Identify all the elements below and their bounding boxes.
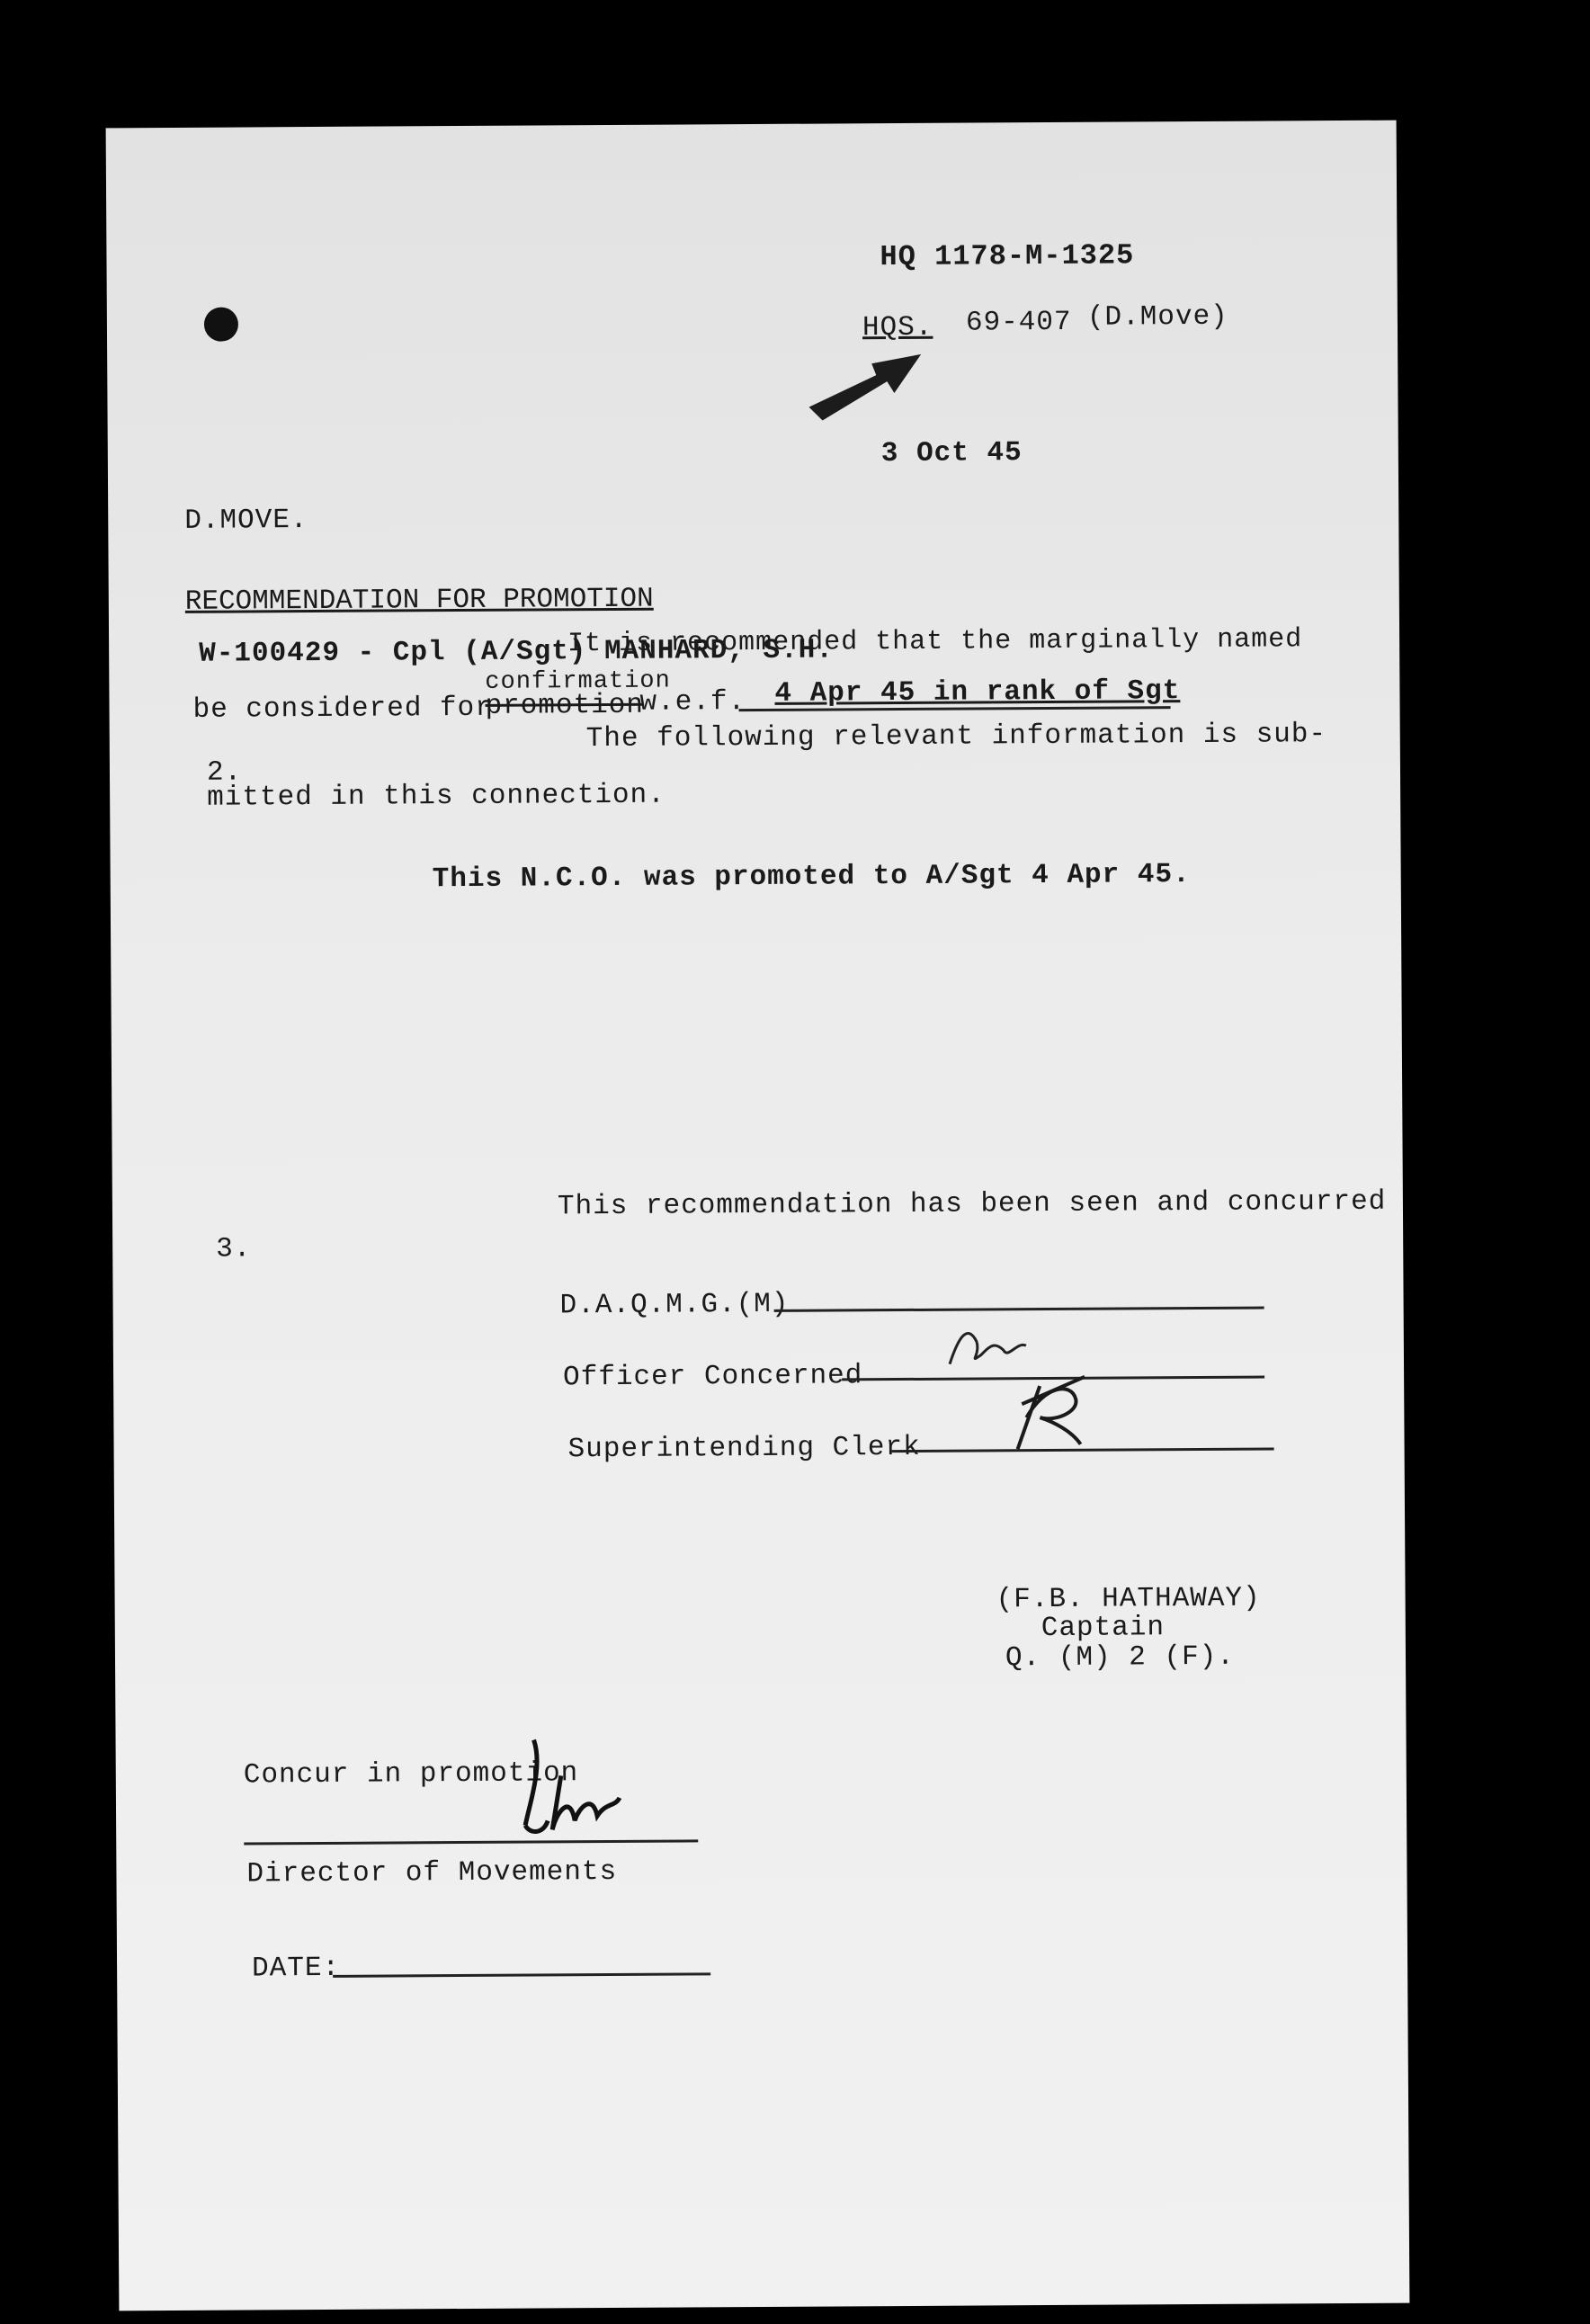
subject-heading: RECOMMENDATION FOR PROMOTION bbox=[184, 583, 654, 618]
signatory-rank: Captain bbox=[1041, 1612, 1166, 1645]
person-line: W-100429 - Cpl (A/Sgt) MANHARD, S.H. bbox=[199, 634, 834, 670]
para2-line1: The following relevant information is sub- bbox=[585, 719, 1327, 755]
document-page bbox=[106, 121, 1410, 2311]
arrow-stamp-icon bbox=[804, 344, 931, 430]
promotion-statement: This N.C.O. was promoted to A/Sgt 4 Apr 45. bbox=[432, 859, 1191, 896]
concurrence-intro: This recommendation has been seen and concurred bbox=[557, 1185, 1387, 1223]
addressee: D.MOVE. bbox=[184, 505, 308, 537]
date-line bbox=[333, 1972, 710, 1978]
para2-line2: mitted in this connection. bbox=[207, 779, 665, 814]
hqs-suffix: (D.Move) bbox=[1086, 300, 1228, 334]
daqmg-label: D.A.Q.M.G.(M) bbox=[559, 1288, 790, 1322]
director-signature-icon bbox=[506, 1730, 651, 1844]
date-label: DATE: bbox=[251, 1952, 341, 1985]
punch-hole bbox=[204, 308, 238, 342]
wef-label: w.e.f. bbox=[639, 686, 746, 719]
director-title: Director of Movements bbox=[246, 1855, 618, 1890]
daqmg-signature-line bbox=[774, 1307, 1264, 1312]
signatory-name: (F.B. HATHAWAY) bbox=[996, 1582, 1261, 1616]
officer-concerned-label: Officer Concerned bbox=[562, 1360, 863, 1394]
director-signature-line bbox=[244, 1839, 698, 1845]
hqs-prefix: HQS. bbox=[862, 311, 933, 344]
para3-number: 3. bbox=[216, 1233, 252, 1265]
document-date: 3 Oct 45 bbox=[880, 437, 1023, 470]
para1-start: It is recommended that the marginally named bbox=[567, 624, 1303, 660]
inserted-word: confirmation bbox=[485, 667, 671, 696]
struck-word: promotion bbox=[485, 689, 645, 722]
effective-date-rank: 4 Apr 45 in rank of Sgt bbox=[774, 675, 1181, 710]
hqs-number: 69-407 bbox=[965, 306, 1072, 339]
para1-prefix: be considered for bbox=[192, 692, 493, 726]
superintending-clerk-label: Superintending Clerk bbox=[567, 1431, 921, 1466]
signatory-unit: Q. (M) 2 (F). bbox=[1005, 1640, 1235, 1675]
clerk-initials-icon bbox=[999, 1368, 1099, 1459]
concur-text: Concur in promotion bbox=[243, 1757, 579, 1792]
para2-number: 2. bbox=[206, 756, 243, 789]
file-reference: HQ 1178-M-1325 bbox=[880, 238, 1135, 274]
